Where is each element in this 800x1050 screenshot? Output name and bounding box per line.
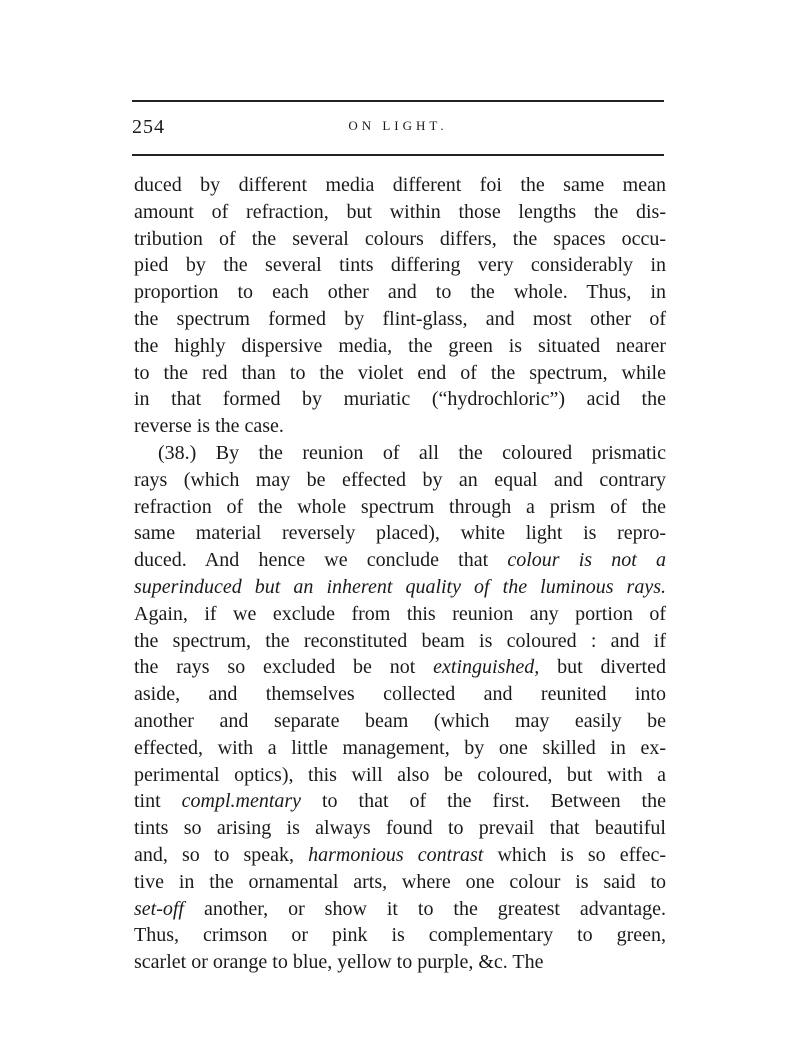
text-segment: to that of the first. Between the [301,790,666,813]
text-line [134,922,666,949]
text-segment: proportion to each other and to the whole. Thus, in [134,281,666,304]
text-line [134,520,666,547]
italic-text: extinguished, [433,656,540,679]
text-line [134,413,666,440]
text-segment: in that formed by muriatic (“hydrochloric”) acid the [134,388,666,411]
text-line [134,815,666,842]
header-rule-bottom [132,154,664,156]
text-line [134,601,666,628]
text-segment: effected, with a little management, by one skilled in ex- [134,736,666,759]
text-segment: pied by the several tints differing very considerably in [134,254,666,277]
text-segment: reverse is the case. [134,415,284,438]
running-head: ON LIGHT. [348,118,448,133]
text-line [134,708,666,735]
text-line [134,681,666,708]
text-segment: Again, if we exclude from this reunion any portion of [134,602,666,625]
italic-text: colour is not a [507,549,666,572]
text-line [134,628,666,655]
text-segment: which is so effec- [483,843,666,866]
text-segment: the highly dispersive media, the green is situated nearer [134,334,666,357]
italic-text: superinduced but an inherent quality of the luminous rays. [134,575,666,598]
text-line [134,172,666,199]
text-line [134,226,666,253]
text-segment: the rays so excluded be not [134,656,434,679]
text-segment: and, so to speak, [134,843,309,866]
text-line [134,333,666,360]
text-segment: tive in the ornamental arts, where one colour is said to [134,870,666,893]
text-line [134,440,666,467]
text-segment: Thus, crimson or pink is complementary to green, [134,924,666,947]
text-segment: the spectrum formed by flint-glass, and most other of [134,307,666,330]
text-line [134,467,666,494]
header-rule-top [132,100,664,102]
text-line [134,574,666,601]
text-segment: aside, and themselves collected and reunited into [134,683,666,706]
text-segment: refraction of the whole spectrum through a prism of the [134,495,666,518]
text-line [134,735,666,762]
text-line [134,252,666,279]
text-segment: duced by different media different foi the same mean [134,174,666,196]
italic-text: set-off [134,897,184,920]
text-line [134,279,666,306]
italic-text: harmonious contrast [308,843,484,866]
text-line [134,842,666,869]
text-line [134,869,666,896]
page-header [132,112,664,142]
page-number: 254 [132,116,165,138]
text-line [134,949,666,976]
text-line [134,896,666,923]
text-line [134,306,666,333]
text-segment: scarlet or orange to blue, yellow to purple, &c. The [134,951,544,974]
text-segment: another and separate beam (which may easily be [134,709,666,732]
text-line [134,360,666,387]
text-line [134,654,666,681]
text-segment: but diverted [539,656,666,679]
text-segment: to the red than to the violet end of the spectrum, while [134,361,666,384]
text-segment: tints so arising is always found to prevail that beautiful [134,817,666,840]
text-segment: same material reversely placed), white light is repro- [134,522,666,545]
text-line [134,494,666,521]
text-segment: duced. And hence we conclude that [134,549,508,572]
text-segment: the spectrum, the reconstituted beam is coloured : and if [134,629,666,652]
text-segment: (38.) By the reunion of all the coloured prismatic [158,441,666,464]
text-segment: another, or show it to the greatest advantage. [184,897,666,920]
text-segment: tribution of the several colours differs, the spaces occu- [134,227,666,250]
text-line [134,762,666,789]
text-line [134,386,666,413]
text-segment: perimental optics), this will also be coloured, but with a [134,763,666,786]
text-line [134,788,666,815]
italic-text: compl.mentary [181,790,302,813]
text-line [134,199,666,226]
body-text [134,172,666,976]
text-segment: rays (which may be effected by an equal and contrary [134,468,666,491]
text-segment: tint [134,790,182,813]
text-segment: amount of refraction, but within those lengths the dis- [134,200,666,223]
text-line [134,547,666,574]
